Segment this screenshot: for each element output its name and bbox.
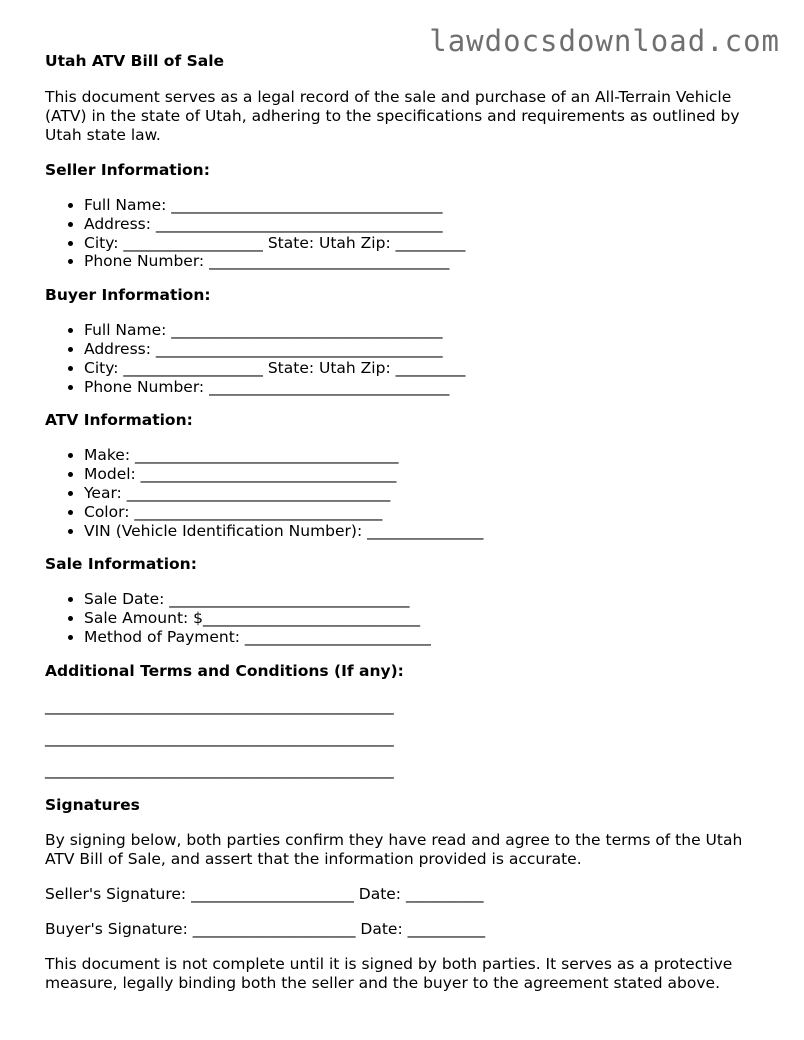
seller-address-field[interactable]: • Address: _____________________________________: [84, 215, 760, 234]
buyer-full-name-field[interactable]: • Full Name: ___________________________________: [84, 321, 760, 340]
document-title: Utah ATV Bill of Sale: [45, 52, 225, 70]
atv-model-field[interactable]: • Model: _________________________________: [84, 465, 760, 484]
seller-list: [45, 196, 760, 271]
atv-list: [45, 446, 760, 540]
additional-terms-line[interactable]: _____________________________________________: [45, 696, 394, 715]
buyer-heading: Buyer Information:: [45, 286, 211, 305]
additional-terms-line[interactable]: _____________________________________________: [45, 728, 394, 747]
document-body: [45, 52, 760, 1009]
signatures-paragraph: By signing below, both parties confirm they have read and agree to the terms of the Utah ATV Bill of Sale, and assert that the information provided is accurate.: [45, 830, 743, 868]
buyer-address-field[interactable]: • Address: _____________________________________: [84, 340, 760, 359]
atv-vin-field[interactable]: • VIN (Vehicle Identification Number): _______________: [84, 522, 760, 541]
atv-year-field[interactable]: • Year: __________________________________: [84, 484, 760, 503]
buyer-signature-field[interactable]: Buyer's Signature: _____________________ Date: __________: [45, 919, 486, 938]
payment-method-field[interactable]: • Method of Payment: ________________________: [84, 628, 760, 647]
buyer-city-state-zip-field[interactable]: • City: __________________ State: Utah Zip: _________: [84, 359, 760, 378]
seller-phone-field[interactable]: • Phone Number: _______________________________: [84, 252, 760, 271]
watermark-text: lawdocsdownload.com: [429, 24, 780, 58]
additional-terms-heading: Additional Terms and Conditions (If any):: [45, 661, 404, 680]
footer-paragraph: This document is not complete until it is signed by both parties. It serves as a protective measure, legally binding both the seller and the buyer to the agreement stated above.: [45, 954, 733, 992]
sale-amount-field[interactable]: • Sale Amount: $____________________________: [84, 609, 760, 628]
seller-full-name-field[interactable]: • Full Name: ___________________________________: [84, 196, 760, 215]
buyer-phone-field[interactable]: • Phone Number: _______________________________: [84, 378, 760, 397]
seller-signature-field[interactable]: Seller's Signature: _____________________ Date: __________: [45, 884, 484, 903]
sale-list: [45, 590, 760, 646]
signatures-heading: Signatures: [45, 795, 140, 814]
sale-heading: Sale Information:: [45, 555, 197, 574]
seller-heading: Seller Information:: [45, 161, 210, 179]
intro-paragraph: This document serves as a legal record of the sale and purchase of an All-Terrain Vehicle (ATV) in the state of Utah, adhering to the specifications and requirements as outlined by Utah state law.: [45, 88, 740, 144]
seller-city-state-zip-field[interactable]: • City: __________________ State: Utah Zip: _________: [84, 234, 760, 253]
atv-heading: ATV Information:: [45, 411, 193, 430]
additional-terms-line[interactable]: _____________________________________________: [45, 760, 394, 779]
atv-color-field[interactable]: • Color: ________________________________: [84, 503, 760, 522]
sale-date-field[interactable]: • Sale Date: _______________________________: [84, 590, 760, 609]
atv-make-field[interactable]: • Make: __________________________________: [84, 446, 760, 465]
buyer-list: [45, 321, 760, 396]
